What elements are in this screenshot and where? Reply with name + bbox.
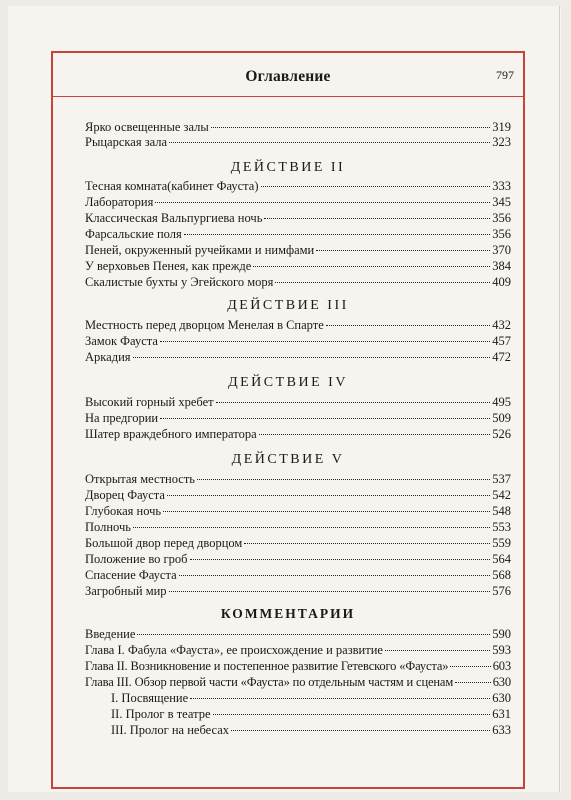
toc-entry: Лаборатория 345 [85, 195, 511, 209]
toc-entry: Шатер враждебного императора 526 [85, 427, 511, 441]
section-heading-commentary: КОММЕНТАРИИ [220, 606, 356, 621]
section-heading-act-2: ДЕЙСТВИЕ II [230, 160, 346, 175]
toc-entry: Местность перед дворцом Менелая в Спарте 432 [85, 318, 511, 332]
header-rule [53, 96, 523, 97]
toc-entry: Скалистые бухты у Эгейского моря 409 [85, 275, 511, 289]
toc-entry: Открытая местность 537 [85, 472, 511, 486]
toc-entry: Глубокая ночь 548 [85, 504, 511, 518]
toc-entry: Классическая Вальпургиева ночь 356 [85, 211, 511, 225]
toc-entry: Полночь 553 [85, 520, 511, 534]
toc-entry: У верховьев Пенея, как прежде 384 [85, 259, 511, 273]
section-heading-act-3: ДЕЙСТВИЕ III [227, 298, 349, 313]
toc-entry: Тесная комната(кабинет Фауста) 333 [85, 179, 511, 193]
toc-entry: Загробный мир 576 [85, 584, 511, 598]
toc-entry: Фарсальские поля 356 [85, 227, 511, 241]
toc-entry: Аркадия 472 [85, 350, 511, 364]
toc-entry: Глава III. Обзор первой части «Фауста» по отдельным частям и сценам 630 [85, 675, 511, 689]
page-number: 797 [496, 68, 514, 82]
toc-entry: I. Посвящение 630 [111, 691, 511, 705]
section-heading-act-5: ДЕЙСТВИЕ V [231, 452, 345, 467]
toc-entry: Положение во гроб 564 [85, 552, 511, 566]
toc-entry: Замок Фауста 457 [85, 334, 511, 348]
toc-entry: Спасение Фауста 568 [85, 568, 511, 582]
book-page [8, 6, 561, 792]
toc-entry: Ярко освещенные залы 319 [85, 120, 511, 134]
page-frame [51, 51, 525, 789]
toc-entry: Пеней, окруженный ручейками и нимфами 370 [85, 243, 511, 257]
toc-entry: Большой двор перед дворцом 559 [85, 536, 511, 550]
toc-entry: Глава II. Возникновение и постепенное развитие Гетевского «Фауста» 603 [85, 659, 511, 673]
toc-entry: Введение 590 [85, 627, 511, 641]
toc-entry: III. Пролог на небесах 633 [111, 723, 511, 737]
toc-entry: Высокий горный хребет 495 [85, 395, 511, 409]
toc-entry: Дворец Фауста 542 [85, 488, 511, 502]
page-title: Оглавление [245, 68, 331, 85]
section-heading-act-4: ДЕЙСТВИЕ IV [228, 375, 348, 390]
toc-entry: II. Пролог в театре 631 [111, 707, 511, 721]
scan-edge [559, 6, 560, 792]
toc-entry: Рыцарская зала 323 [85, 135, 511, 149]
toc-entry: Глава I. Фабула «Фауста», ее происхождение и развитие 593 [85, 643, 511, 657]
toc-entry: На предгории 509 [85, 411, 511, 425]
